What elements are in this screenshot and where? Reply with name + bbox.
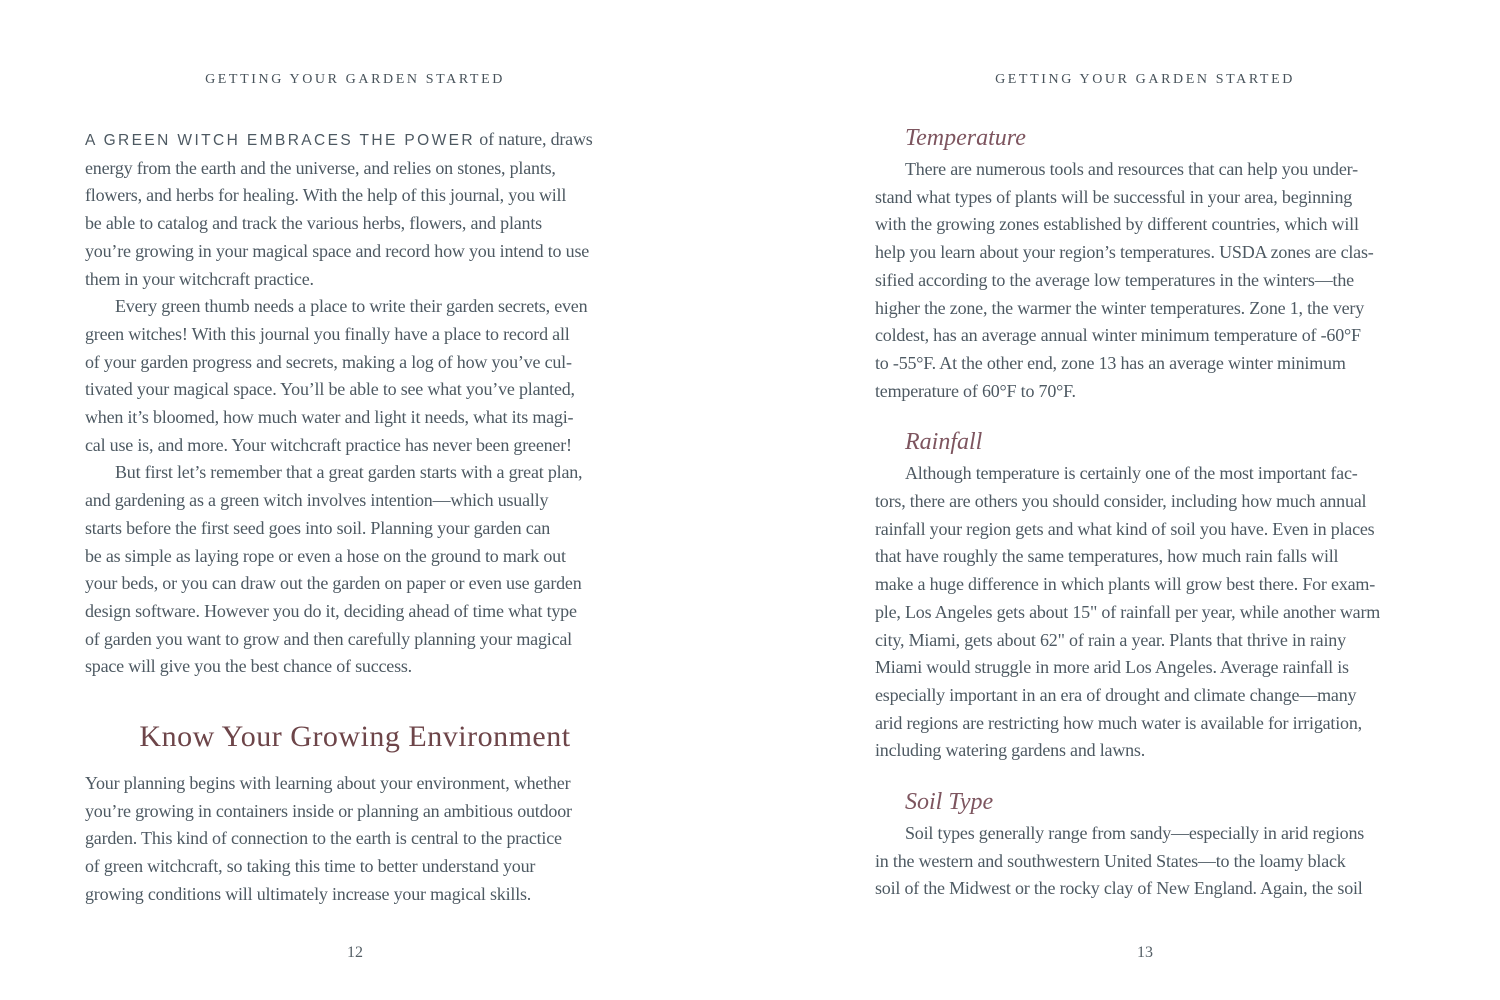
text-line: of green witchcraft, so taking this time to better understand your bbox=[85, 856, 536, 877]
text-line: including watering gardens and lawns. bbox=[875, 740, 1146, 761]
text-line: them in your witchcraft practice. bbox=[85, 268, 314, 289]
page-number: 12 bbox=[347, 944, 363, 961]
text-line: tivated your magical space. You’ll be able to see what you’ve planted, bbox=[85, 379, 575, 400]
text-line: arid regions are restricting how much water is available for irrigation, bbox=[875, 712, 1362, 733]
section-heading: Know Your Growing Environment bbox=[139, 720, 571, 754]
text-line: energy from the earth and the universe, and relies on stones, plants, bbox=[85, 157, 556, 178]
subsection-heading: Temperature bbox=[905, 125, 1026, 151]
text-line: be able to catalog and track the various herbs, flowers, and plants bbox=[85, 213, 542, 234]
text-line: green witches! With this journal you finally have a place to record all bbox=[85, 323, 570, 344]
text-line: flowers, and herbs for healing. With the help of this journal, you will bbox=[85, 185, 567, 206]
text-line: especially important in an era of drought and climate change—many bbox=[875, 684, 1357, 705]
text-line: rainfall your region gets and what kind of soil you have. Even in places bbox=[875, 518, 1375, 539]
text-line: of garden you want to grow and then carefully planning your magical bbox=[85, 628, 572, 649]
text-line: soil of the Midwest or the rocky clay of New England. Again, the soil bbox=[875, 878, 1363, 899]
paragraph bbox=[85, 459, 625, 681]
lead-in-caps: A GREEN WITCH EMBRACES THE POWER bbox=[85, 132, 475, 149]
paragraph bbox=[85, 126, 625, 293]
paragraph bbox=[85, 770, 625, 909]
running-head: GETTING YOUR GARDEN STARTED bbox=[205, 72, 505, 87]
text-line: But first let’s remember that a great garden starts with a great plan, bbox=[115, 462, 583, 483]
text-line: starts before the first seed goes into soil. Planning your garden can bbox=[85, 517, 551, 538]
paragraph bbox=[85, 293, 625, 459]
text-line bbox=[85, 126, 625, 155]
text-line: your beds, or you can draw out the garden on paper or even use garden bbox=[85, 573, 582, 594]
text-line: There are numerous tools and resources that can help you under- bbox=[905, 159, 1358, 179]
text-line: higher the zone, the warmer the winter temperatures. Zone 1, the very bbox=[875, 297, 1364, 318]
text-line: coldest, has an average annual winter minimum temperature of -60°F bbox=[875, 325, 1361, 346]
text-line: you’re growing in your magical space and record how you intend to use bbox=[85, 240, 590, 261]
text-line: Every green thumb needs a place to write their garden secrets, even bbox=[115, 296, 588, 317]
text-line: stand what types of plants will be successful in your area, beginning bbox=[875, 186, 1353, 207]
text-line: city, Miami, gets about 62" of rain a year. Plants that thrive in rainy bbox=[875, 629, 1346, 650]
text-line: growing conditions will ultimately increase your magical skills. bbox=[85, 883, 532, 904]
paragraph bbox=[875, 156, 1415, 405]
page-number: 13 bbox=[1137, 944, 1153, 961]
text-line: in the western and southwestern United States—to the loamy black bbox=[875, 850, 1346, 871]
text-line: be as simple as laying rope or even a hose on the ground to mark out bbox=[85, 545, 566, 566]
text-line: Your planning begins with learning about your environment, whether bbox=[85, 773, 571, 794]
text-line: ple, Los Angeles gets about 15" of rainfall per year, while another warm bbox=[875, 601, 1381, 622]
text-line: make a huge difference in which plants will grow best there. For exam- bbox=[875, 574, 1376, 595]
paragraph bbox=[875, 820, 1415, 903]
text-line: with the growing zones established by different countries, which will bbox=[875, 214, 1359, 235]
text-line: that have roughly the same temperatures, how much rain falls will bbox=[875, 546, 1339, 567]
text-line: of your garden progress and secrets, making a log of how you’ve cul- bbox=[85, 351, 572, 372]
subsection-heading: Soil Type bbox=[905, 789, 994, 816]
text-line: when it’s bloomed, how much water and light it needs, what its magi- bbox=[85, 407, 574, 428]
text-line: to -55°F. At the other end, zone 13 has an average winter minimum bbox=[875, 352, 1346, 373]
page-left bbox=[85, 0, 625, 1000]
text-line: tors, there are others you should consider, including how much annual bbox=[875, 491, 1367, 512]
page-content bbox=[875, 122, 1415, 903]
text-line: cal use is, and more. Your witchcraft practice has never been greener! bbox=[85, 434, 572, 455]
text-line: temperature of 60°F to 70°F. bbox=[875, 380, 1076, 401]
text-line: space will give you the best chance of success. bbox=[85, 656, 412, 677]
running-head: GETTING YOUR GARDEN STARTED bbox=[995, 72, 1295, 87]
text-line: Miami would struggle in more arid Los Angeles. Average rainfall is bbox=[875, 657, 1349, 678]
text-line: sified according to the average low temperatures in the winters—the bbox=[875, 269, 1354, 290]
text-line: and gardening as a green witch involves intention—which usually bbox=[85, 490, 549, 511]
text-line: help you learn about your region’s temperatures. USDA zones are clas- bbox=[875, 242, 1374, 263]
text-line: Soil types generally range from sandy—especially in arid regions bbox=[905, 823, 1365, 844]
text-line: design software. However you do it, deciding ahead of time what type bbox=[85, 600, 577, 621]
text-line: you’re growing in containers inside or planning an ambitious outdoor bbox=[85, 800, 572, 821]
text-line: Although temperature is certainly one of the most important fac- bbox=[905, 463, 1358, 484]
paragraph bbox=[875, 460, 1415, 765]
subsection-heading: Rainfall bbox=[905, 429, 983, 456]
lead-line-rest: of nature, draws bbox=[475, 129, 593, 149]
text-line: garden. This kind of connection to the earth is central to the practice bbox=[85, 828, 562, 849]
page-right bbox=[875, 0, 1415, 1000]
page-content bbox=[85, 126, 625, 909]
